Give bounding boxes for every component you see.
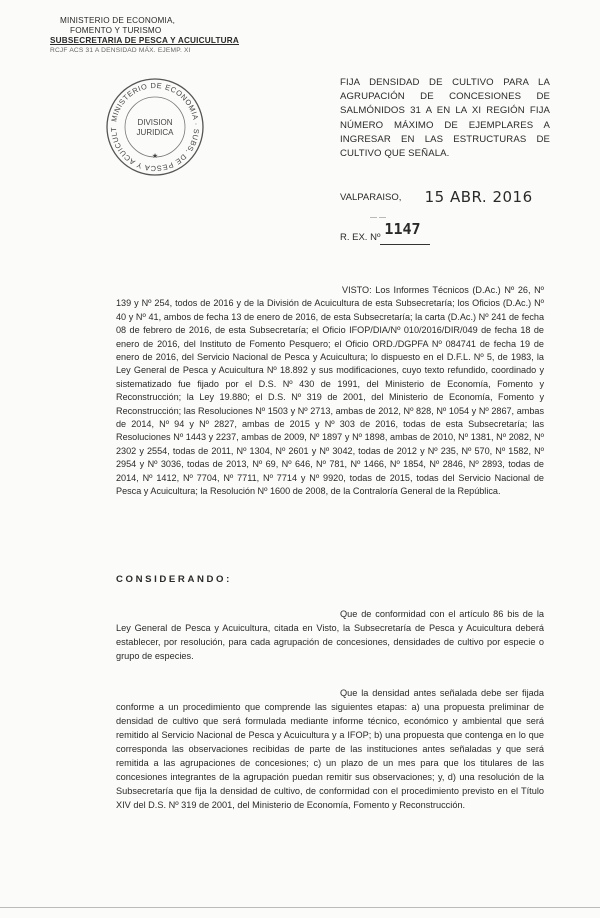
ministry-name-cont: FOMENTO Y TURISMO xyxy=(70,26,162,35)
resolution-number-line xyxy=(340,214,430,245)
svg-text:★: ★ xyxy=(151,153,159,160)
stamp-center-line1: DIVISION xyxy=(137,118,173,127)
place-name: VALPARAISO, xyxy=(340,192,402,203)
page-bottom-rule xyxy=(0,907,600,908)
stamp-seal-graphic xyxy=(104,76,206,178)
resolution-top-mark: — — xyxy=(370,214,386,221)
resolution-subject: FIJA DENSIDAD DE CULTIVO PARA LA AGRUPACIÓN DE CONCESIONES DE SALMÓNIDOS 31 A EN LA XI REGIÓN FIJA NÚMERO MÁXIMO DE EJEMPLARES A INGRESAR EN LAS ESTRUCTURAS DE CULTIVO QUE SEÑALA. xyxy=(340,77,550,160)
juridical-division-stamp xyxy=(104,76,206,178)
resolution-prefix: R. EX. Nº xyxy=(340,232,381,243)
issue-date: 15 ABR. 2016 xyxy=(424,188,533,206)
ministry-name: MINISTERIO DE ECONOMIA, xyxy=(60,16,176,25)
stamp-center-line2: JURIDICA xyxy=(136,128,174,137)
stamp-ring-text: MINISTERIO DE ECONOMIA · SUBS. DE PESCA Y ACUICULT xyxy=(108,80,202,174)
letterhead xyxy=(50,16,240,56)
file-reference: RCJF ACS 31 A DENSIDAD MÁX. EJEMP. XI xyxy=(50,47,191,54)
resolution-number: 1147 xyxy=(384,220,421,238)
considerando-paragraph-2: Que la densidad antes señalada debe ser fijada conforme a un procedimiento que comprende las siguientes etapas: a) una propuesta preliminar de densidad de cultivo que será formulada mediante informe técnico, económico y ambiental que será remitido al Servicio Nacional de Pesca y Acuicultura y a IFOP; b) una propuesta que contenga en lo que corresponda las observaciones recibidas de parte de las instituciones antes señaladas y que será remitida a las agrupaciones de concesiones; c) un plazo de un mes para que los titulares de las concesiones integrantes de la agrupación puedan remitir sus observaciones; y, d) una resolución de la Subsecretaría que fija la densidad de cultivo, de conformidad con el procedimiento previsto en el Título XIV del D.S. Nº 319 de 2001, del Ministerio de Economía, Fomento y Reconstrucción. xyxy=(116,688,544,810)
considerando-paragraph-1: Que de conformidad con el artículo 86 bis de la Ley General de Pesca y Acuicultura, citada en Visto, la Subsecretaría de Pesca y Acuicultura deberá establecer, por resolución, para cada agrupación de concesiones, densidades de cultivo por especie o grupo de especies. xyxy=(116,609,544,661)
considerando-heading: CONSIDERANDO: xyxy=(116,574,232,585)
undersecretariat-name: SUBSECRETARIA DE PESCA Y ACUICULTURA xyxy=(50,36,240,45)
date-line xyxy=(340,188,533,206)
visto-paragraph: VISTO: Los Informes Técnicos (D.Ac.) Nº 26, Nº 139 y Nº 254, todos de 2016 y de la División de Acuicultura de esta Subsecretaría; los Oficios (D.Ac.) Nº 40 y Nº 41, ambos de fecha 13 de enero de 2016, de esta Subsecretaría; la carta (D.Ac.) Nº 241 de fecha 08 de febrero de 2016, de esta Subsecretaría; el Oficio IFOP/DIA/Nº 010/2016/DIR/049 de fecha 18 de enero de 2016, del Instituto de Fomento Pesquero; el Oficio ORD./DGPFA Nº 084741 de fecha 19 de enero de 2016, del Servicio Nacional de Pesca y Acuicultura; lo dispuesto en el D.F.L. Nº 5, de 1983, la Ley General de Pesca y Acuicultura Nº 18.892 y sus modificaciones, cuyo texto refundido, coordinado y sistematizado fue fijado por el D.S. Nº 430 de 1991, del Ministerio de Economía, Fomento y Reconstrucción; la Ley 19.880; el D.S. Nº 319 de 2001, del Ministerio de Economía, Fomento y Reconstrucción; las Resoluciones Nº 1503 y Nº 2713, ambas de 2012, Nº 828, Nº 1054 y Nº 2867, ambas de 2014, Nº 94 y Nº 2827, ambas de 2015 y Nº 303 de 2016, todas de esta Subsecretaría; las Resoluciones Nº 1443 y 2237, ambas de 2009, Nº 1897 y Nº 1898, ambas de 2010, Nº 1381, Nº 2082, Nº 2302 y 2554, todas de 2011, Nº 1304, Nº 2601 y Nº 3042, todas de 2012 y Nº 235, Nº 570, Nº 1582, Nº 2954 y Nº 3036, todas de 2013, Nº 69, Nº 646, Nº 781, Nº 1466, Nº 1854, Nº 2846, Nº 2893, todas de 2014, Nº 1412, Nº 7704, Nº 7711, Nº 7714 y Nº 9920, todas de 2015, todas del Servicio Nacional de Pesca y Acuicultura; la Resolución Nº 1600 de 2008, de la Contraloría General de la República. xyxy=(116,285,544,497)
